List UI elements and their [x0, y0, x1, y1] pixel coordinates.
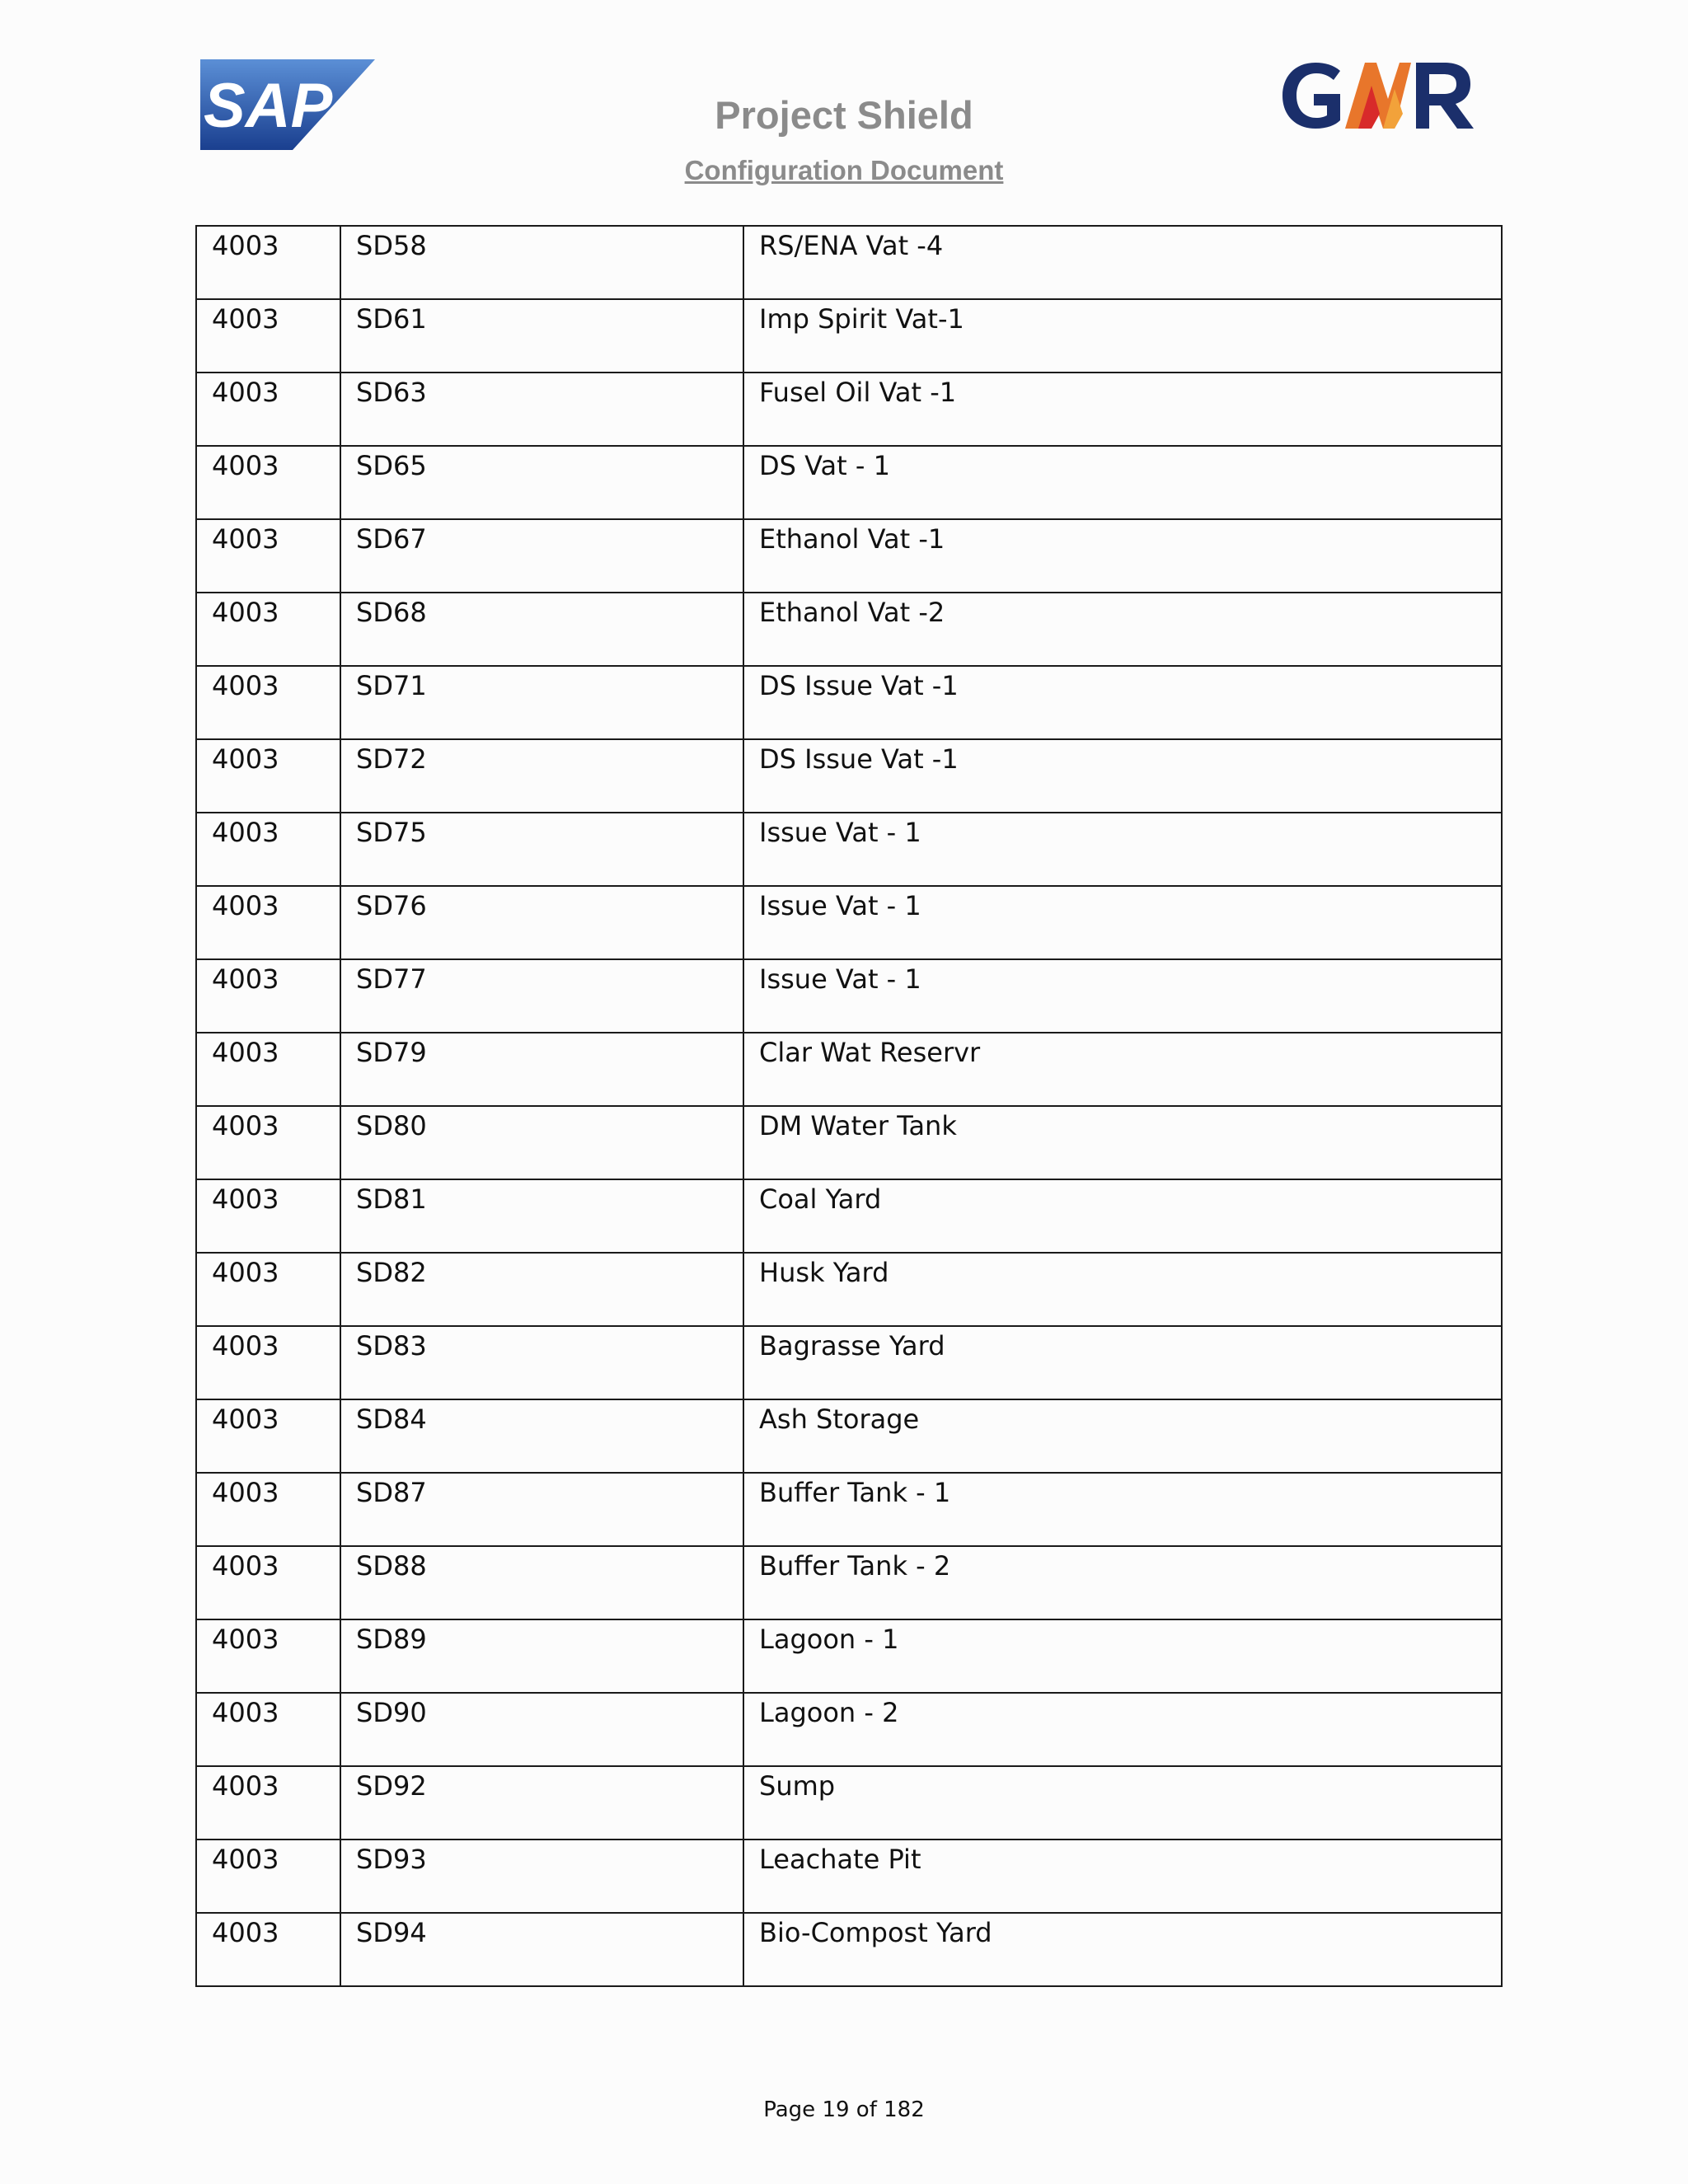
description-cell: DS Vat - 1	[743, 446, 1502, 519]
plant-code-cell: 4003	[196, 226, 340, 299]
description-cell: Buffer Tank - 1	[743, 1473, 1502, 1546]
table-row	[196, 446, 1502, 519]
storage-location-cell: SD72	[340, 739, 743, 813]
description-cell: Leachate Pit	[743, 1840, 1502, 1913]
table-row	[196, 1253, 1502, 1326]
plant-code-cell: 4003	[196, 446, 340, 519]
plant-code-cell: 4003	[196, 373, 340, 446]
storage-location-cell: SD80	[340, 1106, 743, 1179]
description-cell: Fusel Oil Vat -1	[743, 373, 1502, 446]
description-cell: Ash Storage	[743, 1399, 1502, 1473]
storage-location-cell: SD76	[340, 886, 743, 959]
storage-location-table	[195, 225, 1503, 1987]
plant-code-cell: 4003	[196, 593, 340, 666]
description-cell: Husk Yard	[743, 1253, 1502, 1326]
table-row	[196, 1693, 1502, 1766]
description-cell: Lagoon - 1	[743, 1619, 1502, 1693]
plant-code-cell: 4003	[196, 1546, 340, 1619]
description-cell: Coal Yard	[743, 1179, 1502, 1253]
svg-text:GMR: GMR	[1279, 56, 1282, 57]
description-cell: Ethanol Vat -2	[743, 593, 1502, 666]
plant-code-cell: 4003	[196, 1106, 340, 1179]
table-row	[196, 593, 1502, 666]
plant-code-cell: 4003	[196, 959, 340, 1033]
table-row	[196, 1106, 1502, 1179]
plant-code-cell: 4003	[196, 1326, 340, 1399]
storage-location-cell: SD89	[340, 1619, 743, 1693]
plant-code-cell: 4003	[196, 666, 340, 739]
storage-location-cell: SD83	[340, 1326, 743, 1399]
plant-code-cell: 4003	[196, 1473, 340, 1546]
plant-code-cell: 4003	[196, 1033, 340, 1106]
storage-location-cell: SD93	[340, 1840, 743, 1913]
storage-location-cell: SD67	[340, 519, 743, 593]
storage-location-cell: SD75	[340, 813, 743, 886]
table-row	[196, 226, 1502, 299]
description-cell: DM Water Tank	[743, 1106, 1502, 1179]
table-row	[196, 1033, 1502, 1106]
plant-code-cell: 4003	[196, 1399, 340, 1473]
table-row	[196, 739, 1502, 813]
plant-code-cell: 4003	[196, 1913, 340, 1986]
table-row	[196, 666, 1502, 739]
table-row	[196, 813, 1502, 886]
description-cell: RS/ENA Vat -4	[743, 226, 1502, 299]
plant-code-cell: 4003	[196, 1840, 340, 1913]
storage-location-cell: SD90	[340, 1693, 743, 1766]
description-cell: Lagoon - 2	[743, 1693, 1502, 1766]
storage-location-cell: SD92	[340, 1766, 743, 1840]
table-row	[196, 1840, 1502, 1913]
storage-location-cell: SD88	[340, 1546, 743, 1619]
description-cell: Buffer Tank - 2	[743, 1546, 1502, 1619]
storage-location-cell: SD65	[340, 446, 743, 519]
plant-code-cell: 4003	[196, 1693, 340, 1766]
storage-location-cell: SD68	[340, 593, 743, 666]
table-row	[196, 1179, 1502, 1253]
plant-code-cell: 4003	[196, 1253, 340, 1326]
storage-location-cell: SD63	[340, 373, 743, 446]
table-row	[196, 299, 1502, 373]
storage-location-cell: SD94	[340, 1913, 743, 1986]
table-row	[196, 1766, 1502, 1840]
document-title: Project Shield	[715, 93, 973, 137]
plant-code-cell: 4003	[196, 886, 340, 959]
storage-location-cell: SD79	[340, 1033, 743, 1106]
storage-location-cell: SD58	[340, 226, 743, 299]
description-cell: Ethanol Vat -1	[743, 519, 1502, 593]
plant-code-cell: 4003	[196, 739, 340, 813]
table-body	[196, 226, 1502, 1986]
storage-location-cell: SD87	[340, 1473, 743, 1546]
plant-code-cell: 4003	[196, 1619, 340, 1693]
description-cell: DS Issue Vat -1	[743, 739, 1502, 813]
description-cell: Issue Vat - 1	[743, 813, 1502, 886]
storage-location-cell: SD77	[340, 959, 743, 1033]
table-row	[196, 1473, 1502, 1546]
description-cell: Bagrasse Yard	[743, 1326, 1502, 1399]
table-row	[196, 1619, 1502, 1693]
plant-code-cell: 4003	[196, 519, 340, 593]
storage-location-cell: SD81	[340, 1179, 743, 1253]
storage-location-cell: SD84	[340, 1399, 743, 1473]
document-subtitle: Configuration Document	[684, 155, 1004, 185]
table-row	[196, 1326, 1502, 1399]
table-row	[196, 959, 1502, 1033]
plant-code-cell: 4003	[196, 813, 340, 886]
storage-location-cell: SD61	[340, 299, 743, 373]
storage-location-cell: SD71	[340, 666, 743, 739]
table-row	[196, 1913, 1502, 1986]
table-row	[196, 1399, 1502, 1473]
plant-code-cell: 4003	[196, 1766, 340, 1840]
plant-code-cell: 4003	[196, 1179, 340, 1253]
description-cell: Imp Spirit Vat-1	[743, 299, 1502, 373]
svg-text:SAP: SAP	[204, 71, 333, 141]
table-row	[196, 886, 1502, 959]
description-cell: Issue Vat - 1	[743, 959, 1502, 1033]
storage-location-cell: SD82	[340, 1253, 743, 1326]
plant-code-cell: 4003	[196, 299, 340, 373]
description-cell: Bio-Compost Yard	[743, 1913, 1502, 1986]
description-cell: DS Issue Vat -1	[743, 666, 1502, 739]
table-row	[196, 1546, 1502, 1619]
description-cell: Clar Wat Reservr	[743, 1033, 1502, 1106]
table-row	[196, 373, 1502, 446]
table-row	[196, 519, 1502, 593]
description-cell: Sump	[743, 1766, 1502, 1840]
page-number: Page 19 of 182	[763, 2097, 925, 2122]
description-cell: Issue Vat - 1	[743, 886, 1502, 959]
